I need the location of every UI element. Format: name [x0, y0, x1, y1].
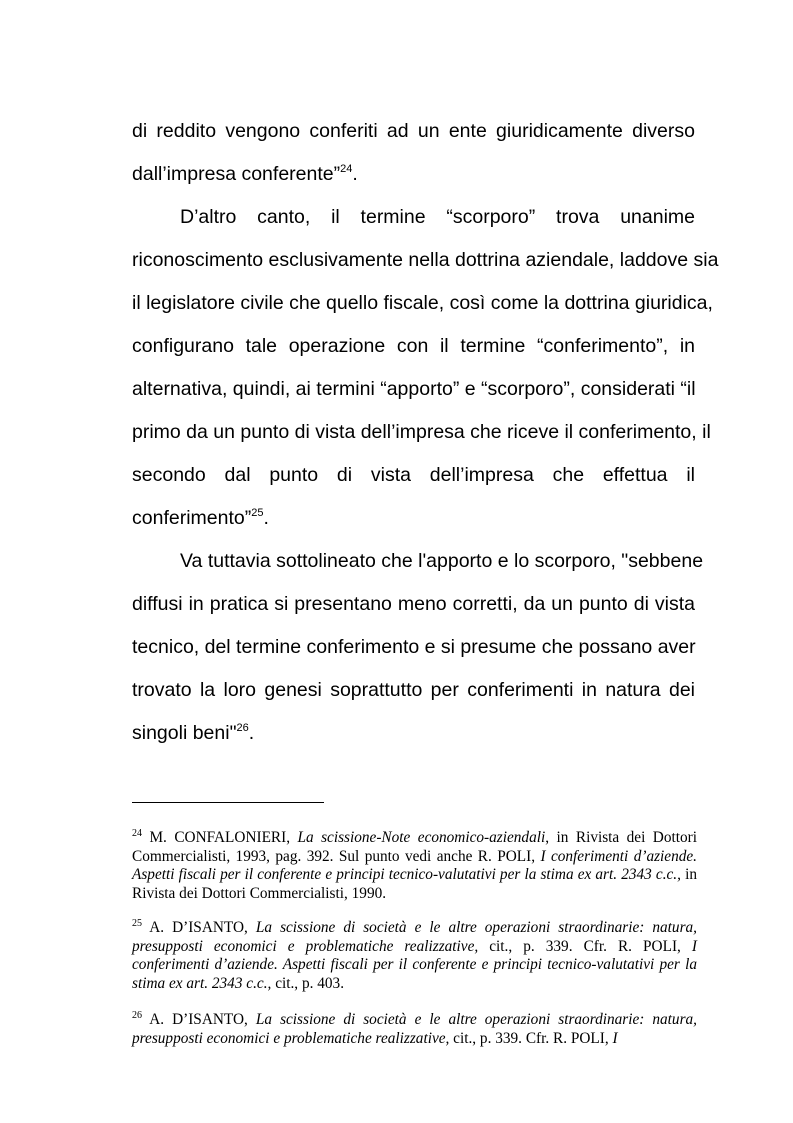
body-line-1: di reddito vengono conferiti ad un ente giuridicamente diverso [132, 120, 695, 142]
footnote-text-2: cit., p. 403. [275, 974, 345, 992]
footnote-text-2: in Rivista dei Dottori Commercialisti, 1990. [132, 866, 697, 902]
footnote-title: La scissione di società e le altre operazioni straordinarie: natura, presupposti economici e problematiche realizzative, [132, 1011, 698, 1047]
footnote-number: 24 [132, 828, 142, 839]
footnote-title-2: I [612, 1029, 618, 1047]
body-line-4: riconoscimento esclusivamente nella dottrina aziendale, laddove sia [132, 249, 719, 271]
body-line-10-text: conferimento” [132, 507, 252, 529]
body-line-11: Va tuttavia sottolineato che l'apporto e lo scorporo, "sebbene [180, 550, 704, 572]
footnote-ref-26[interactable]: 26 [236, 722, 249, 734]
footnote-text: cit., p. 339. Cfr. R. POLI, [489, 937, 681, 955]
footnote-ref-24[interactable]: 24 [340, 163, 353, 175]
body-line-12: diffusi in pratica si presentano meno corretti, da un punto di vista [132, 593, 695, 615]
footnote-author: A. D’ISANTO, [149, 1011, 248, 1028]
footnote-author: A. D’ISANTO, [149, 919, 248, 936]
footnote-title-2: I conferimenti d’aziende. Aspetti fiscali per il conferente e principi tecnico-valutativi per la stima ex art. 2343 c.c., [132, 847, 697, 883]
body-line-6: configurano tale operazione con il termine “conferimento”, in [132, 335, 695, 357]
body-line-9: secondo dal punto di vista dell’impresa che effettua il [132, 464, 695, 486]
footnote-title-2: I conferimenti d’aziende. Aspetti fiscali per il conferente e principi tecnico-valutativi per la stima ex art. 2343 c.c., [132, 937, 698, 992]
body-line-5: il legislatore civile che quello fiscale, così come la dottrina giuridica, [132, 292, 713, 314]
body-line-8: primo da un punto di vista dell’impresa che riceve il conferimento, il [132, 421, 711, 443]
footnote-text: , in Rivista dei Dottori Commercialisti, 1993, pag. 392. Sul punto vedi anche R. POLI, [132, 829, 697, 865]
body-line-15-text: singoli beni" [132, 722, 237, 744]
footnote-text: cit., p. 339. Cfr. R. POLI, [453, 1029, 609, 1047]
footnote-title: La scissione-Note economico-aziendali [297, 829, 546, 846]
footnote-25 [132, 919, 697, 993]
body-line-2 [132, 162, 695, 186]
footnote-26 [132, 1011, 697, 1048]
footnote-24 [132, 829, 697, 903]
footnote-title: La scissione di società e le altre operazioni straordinarie: natura, presupposti economici e problematiche realizzative, [132, 919, 698, 955]
body-line-10 [132, 506, 695, 530]
body-line-15 [132, 721, 695, 745]
footnote-number: 25 [132, 918, 142, 929]
period: . [248, 722, 255, 744]
body-line-3: D’altro canto, il termine “scorporo” trova unanime [180, 206, 695, 228]
body-line-14: trovato la loro genesi soprattutto per conferimenti in natura dei [132, 679, 695, 701]
body-line-13: tecnico, del termine conferimento e si presume che possano aver [132, 636, 696, 658]
period: . [352, 163, 358, 185]
body-line-2-text: dall’impresa conferente” [132, 163, 341, 185]
footnote-number: 26 [132, 1010, 142, 1021]
footnote-ref-25[interactable]: 25 [251, 507, 264, 519]
footnote-author: M. CONFALONIERI, [149, 829, 291, 846]
body-line-7: alternativa, quindi, ai termini “apporto” e “scorporo”, considerati “il [132, 378, 696, 400]
period: . [263, 507, 269, 529]
footnote-separator [132, 802, 324, 803]
